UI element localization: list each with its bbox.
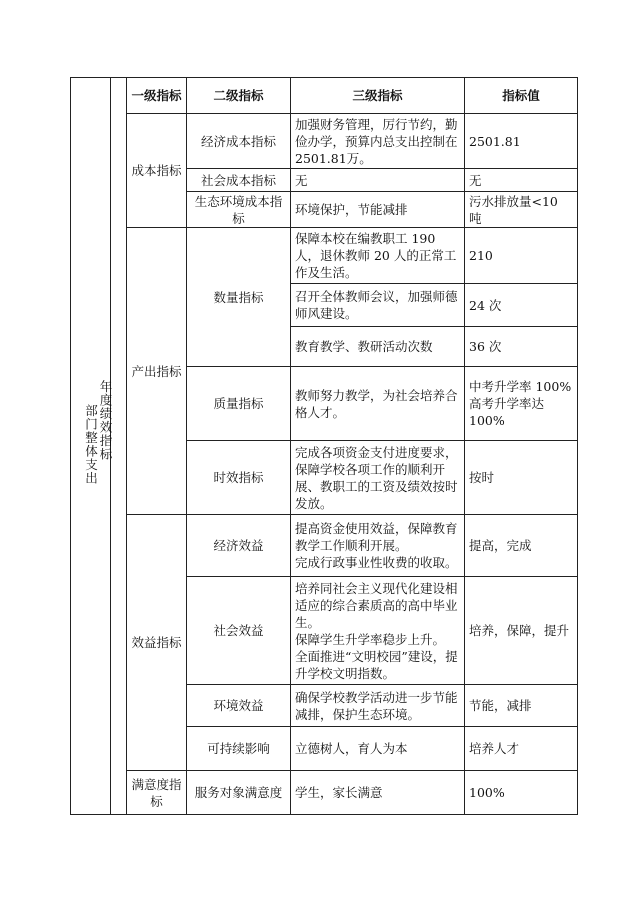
l3-cell: 教师努力教学，为社会培养合格人才。 [291, 367, 465, 441]
annual-label-overlay [97, 380, 113, 465]
table-row [71, 515, 578, 577]
header-value: 指标值 [465, 78, 578, 114]
l2-cell: 生态环境成本指标 [187, 192, 291, 228]
table-row [71, 228, 578, 284]
quality-label: 质量指标 [187, 367, 291, 441]
value-cell: 210 [465, 228, 578, 284]
l3-cell: 立德树人，育人为本 [291, 727, 465, 771]
l2-cell: 经济效益 [187, 515, 291, 577]
value-cell: 污水排放量<10 吨 [465, 192, 578, 228]
cost-label: 成本指标 [127, 114, 187, 228]
table-row [71, 771, 578, 815]
header-level3: 三级指标 [291, 78, 465, 114]
value-cell: 培养，保障，提升 [465, 577, 578, 685]
value-cell: 节能，减排 [465, 685, 578, 727]
value-cell: 无 [465, 169, 578, 192]
l2-cell: 可持续影响 [187, 727, 291, 771]
table-row [71, 114, 578, 169]
l3-cell: 完成各项资金支付进度要求，保障学校各项工作的顺利开展、教职工的工资及绩效按时发放。 [291, 441, 465, 515]
value-cell: 2501.81 [465, 114, 578, 169]
l3-cell: 学生，家长满意 [291, 771, 465, 815]
header-level1: 一级指标 [127, 78, 187, 114]
l3-cell: 保障本校在编教职工 190 人，退休教师 20 人的正常工作及生活。 [291, 228, 465, 284]
quantity-label: 数量指标 [187, 228, 291, 367]
value-cell: 24 次 [465, 284, 578, 327]
value-cell: 提高，完成 [465, 515, 578, 577]
value-cell: 培养人才 [465, 727, 578, 771]
l3-cell: 确保学校教学活动进一步节能减排，保护生态环境。 [291, 685, 465, 727]
timeliness-label: 时效指标 [187, 441, 291, 515]
header-level2: 二级指标 [187, 78, 291, 114]
satisfaction-label: 满意度指标 [127, 771, 187, 815]
l2-cell: 经济成本指标 [187, 114, 291, 169]
value-cell: 36 次 [465, 327, 578, 367]
l2-cell: 社会成本指标 [187, 169, 291, 192]
value-cell: 100% [465, 771, 578, 815]
l3-cell: 环境保护，节能减排 [291, 192, 465, 228]
l3-cell: 教育教学、教研活动次数 [291, 327, 465, 367]
value-cell: 按时 [465, 441, 578, 515]
performance-table [70, 77, 578, 815]
l3-cell: 提高资金使用效益，保障教育教学工作顺利开展。 完成行政事业性收费的收取。 [291, 515, 465, 577]
annual-label: 年度绩效指标 [98, 380, 113, 461]
header-row [71, 78, 578, 114]
value-cell: 中考升学率 100% 高考升学率达 100% [465, 367, 578, 441]
benefit-label: 效益指标 [127, 515, 187, 771]
l3-cell: 无 [291, 169, 465, 192]
output-label: 产出指标 [127, 228, 187, 515]
l2-cell: 环境效益 [187, 685, 291, 727]
dept-label: 部门整体支出 [83, 403, 99, 485]
l3-cell: 召开全体教师会议，加强师德师风建设。 [291, 284, 465, 327]
l2-cell: 服务对象满意度 [187, 771, 291, 815]
l2-cell: 社会效益 [187, 577, 291, 685]
l3-cell: 加强财务管理，厉行节约，勤俭办学，预算内总支出控制在2501.81万。 [291, 114, 465, 169]
l3-cell: 培养同社会主义现代化建设相适应的综合素质高的高中毕业生。 保障学生升学率稳步上升。 全面推进“文明校园”建设，提升学校文明指数。 [291, 577, 465, 685]
